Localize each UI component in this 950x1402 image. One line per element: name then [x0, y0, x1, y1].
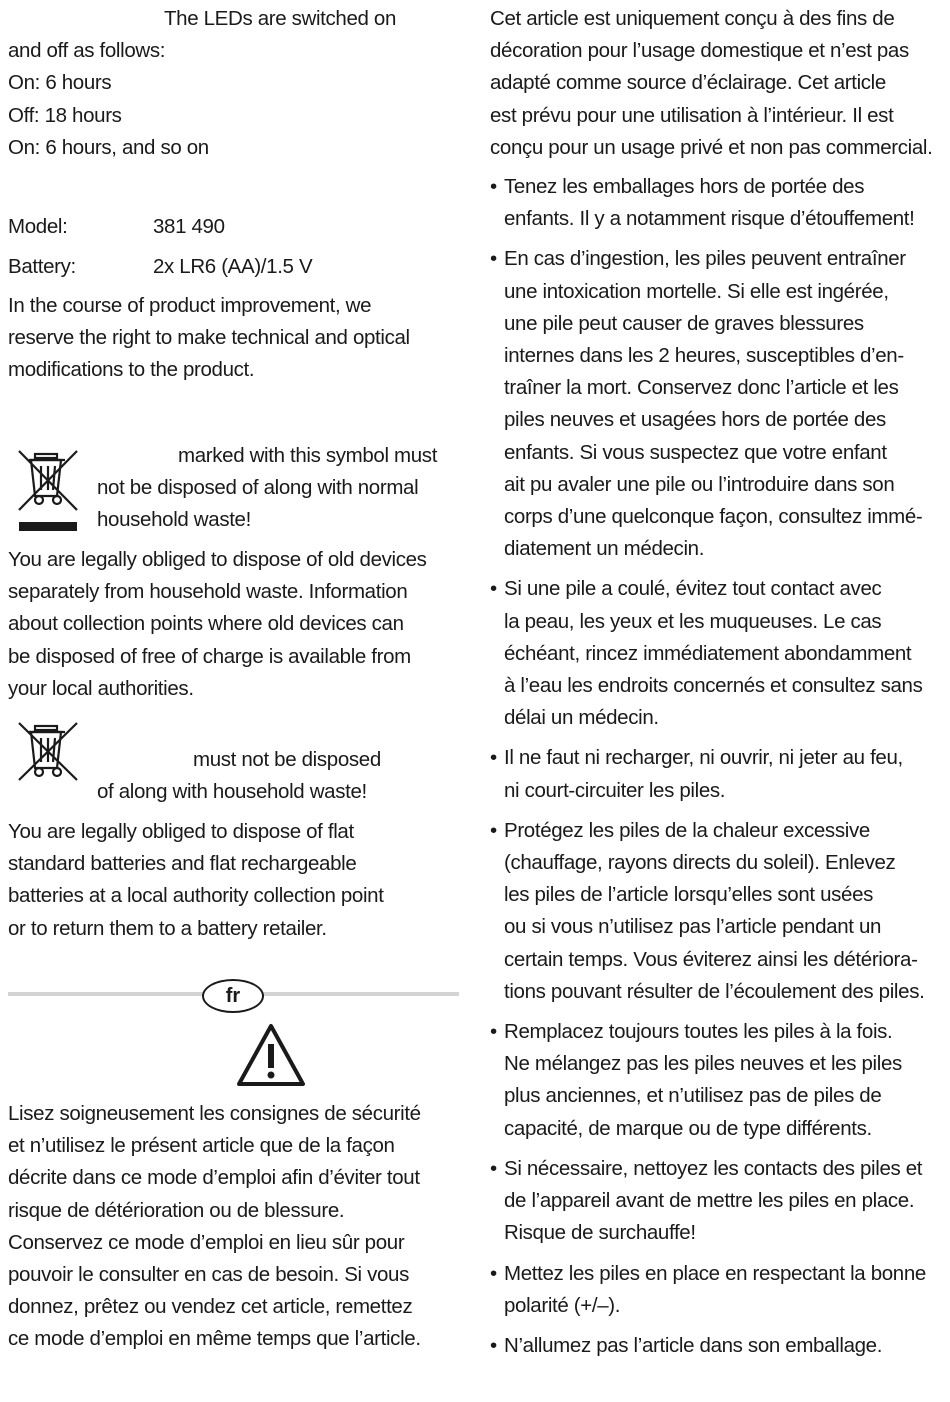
devices-line: your local authorities.	[8, 676, 194, 700]
fr-intro-line: donnez, prêtez ou vendez cet article, remettez	[8, 1295, 413, 1319]
fr-intro-line: risque de détérioration ou de blessure.	[8, 1198, 345, 1222]
bullet-line: une pile peut causer de graves blessures	[504, 311, 864, 335]
led-line: On: 6 hours, and so on	[8, 135, 209, 159]
bullet-line: Tenez les emballages hors de portée des	[504, 175, 865, 198]
bullet-line: Il ne faut ni recharger, ni ouvrir, ni jeter au feu,	[504, 746, 903, 770]
bullet-marker: •	[490, 175, 497, 198]
bullet-line: plus anciennes, et n’utilisez pas de piles de	[504, 1084, 882, 1108]
fr-intro-line: et n’utilisez le présent article que de la façon	[8, 1134, 395, 1158]
spec-value: 381 490	[153, 215, 225, 238]
bullet-marker: •	[490, 577, 497, 601]
bullet-line: enfants. Si vous suspectez que votre enfant	[504, 440, 887, 464]
usage-line: est prévu pour une utilisation à l’intérieur. Il est	[490, 103, 894, 127]
bullet-marker: •	[490, 1156, 497, 1180]
fr-intro-line: décrite dans ce mode d’emploi afin d’éviter tout	[8, 1166, 420, 1190]
fr-intro-line: ce mode d’emploi en même temps que l’article.	[8, 1327, 421, 1351]
safety-bullet	[490, 1016, 948, 1145]
bullet-line: Si nécessaire, nettoyez les contacts des piles et	[504, 1156, 923, 1180]
bullet-line: capacité, de marque ou de type différents.	[504, 1116, 872, 1140]
safety-bullet	[490, 1153, 948, 1250]
bullet-line: de l’appareil avant de mettre les piles en place.	[504, 1189, 915, 1213]
bullet-line: (chauffage, rayons directs du soleil). Enlevez	[504, 851, 896, 875]
weee-line: not be disposed of along with normal	[97, 476, 419, 500]
bullet-line: Risque de surchauffe!	[504, 1221, 696, 1245]
fr-intro-line: Conservez ce mode d’emploi en lieu sûr pour	[8, 1230, 405, 1254]
bullet-marker: •	[490, 818, 497, 842]
battery-line: batteries at a local authority collection point	[8, 884, 384, 908]
safety-bullet	[490, 1330, 948, 1362]
fr-intro-line: pouvoir le consulter en cas de besoin. Si vous	[8, 1263, 409, 1287]
spec-row-battery	[8, 251, 460, 283]
specs-section	[8, 211, 460, 283]
bullet-line: ait pu avaler une pile ou l’introduire dans son	[504, 472, 895, 496]
weee-line: household waste!	[97, 508, 251, 532]
bullet-line: polarité (+/–).	[504, 1293, 621, 1317]
led-line: On: 6 hours	[8, 71, 112, 95]
usage-line: Cet article est uniquement conçu à des fins de	[490, 7, 895, 30]
led-section	[8, 3, 460, 164]
safety-bullet-list	[490, 171, 948, 1370]
bullet-line: corps d’une quelconque façon, consultez immé-	[504, 505, 923, 529]
bullet-marker: •	[490, 1020, 497, 1044]
safety-bullet	[490, 1258, 948, 1322]
bullet-line: Si une pile a coulé, évitez tout contact avec	[504, 577, 882, 601]
bullet-line: à l’eau les endroits concernés et consultez sans	[504, 674, 923, 698]
bullet-marker: •	[490, 746, 497, 770]
bullet-line: ou si vous n’utilisez pas l’article pendant un	[504, 915, 882, 939]
devices-line: separately from household waste. Information	[8, 580, 408, 604]
bullet-line: En cas d’ingestion, les piles peuvent entraîner	[504, 247, 906, 271]
bullet-line: Remplacez toujours toutes les piles à la fois.	[504, 1020, 893, 1044]
fr-intro-line: Lisez soigneusement les consignes de sécurité	[8, 1102, 421, 1125]
bullet-line: traîner la mort. Conservez donc l’article et les	[504, 376, 899, 400]
safety-bullet	[490, 742, 948, 806]
safety-bullet	[490, 171, 948, 235]
safety-bullet	[490, 243, 948, 565]
improvement-line: In the course of product improvement, we	[8, 294, 372, 317]
bullet-line: enfants. Il y a notamment risque d’étouffement!	[504, 207, 915, 231]
spec-row-model	[8, 211, 460, 251]
devices-section	[8, 544, 460, 705]
led-intro: The LEDs are switched on	[164, 7, 397, 30]
weee-line: marked with this symbol must	[178, 444, 438, 467]
fr-intro-section	[8, 1098, 460, 1356]
bullet-line: la peau, les yeux et les muqueuses. Le cas	[504, 609, 882, 633]
devices-line: be disposed of free of charge is available from	[8, 644, 411, 668]
language-badge: fr	[202, 979, 264, 1013]
bullet-line: N’allumez pas l’article dans son emballage.	[504, 1333, 883, 1357]
battery-line: or to return them to a battery retailer.	[8, 916, 327, 940]
spec-label: Battery:	[8, 255, 76, 278]
bullet-line: délai un médecin.	[504, 706, 659, 730]
bullet-line: diatement un médecin.	[504, 537, 705, 561]
bullet-marker: •	[490, 1261, 497, 1285]
battery-line: standard batteries and flat rechargeable	[8, 852, 357, 876]
weee-bin-with-bar-icon	[17, 448, 79, 534]
bullet-marker: •	[490, 1333, 497, 1357]
warning-triangle-icon	[235, 1022, 307, 1088]
battery-symbol-block	[8, 744, 460, 808]
battery-symbol-line: must not be disposed	[193, 748, 381, 771]
spec-label: Model:	[8, 215, 68, 238]
battery-disposal-section	[8, 816, 460, 945]
weee-symbol-block	[8, 440, 460, 537]
bullet-line: Mettez les piles en place en respectant la bonne	[504, 1261, 926, 1285]
improvement-line: modifications to the product.	[8, 358, 255, 382]
led-line: and off as follows:	[8, 39, 166, 63]
devices-line: You are legally obliged to dispose of old devices	[8, 548, 427, 571]
bullet-line: Ne mélangez pas les piles neuves et les piles	[504, 1052, 902, 1076]
usage-line: conçu pour un usage privé et non pas commercial.	[490, 135, 933, 159]
bullet-line: tions pouvant résulter de l’écoulement des piles.	[504, 979, 925, 1003]
led-line: Off: 18 hours	[8, 103, 122, 127]
usage-line: décoration pour l’usage domestique et n’est pas	[490, 39, 909, 63]
spec-value: 2x LR6 (AA)/1.5 V	[153, 255, 313, 278]
bullet-line: ni court-circuiter les piles.	[504, 778, 726, 802]
bullet-line: internes dans les 2 heures, susceptibles d’en-	[504, 344, 904, 368]
safety-bullet	[490, 573, 948, 734]
battery-symbol-line: of along with household waste!	[97, 780, 367, 804]
bullet-line: Protégez les piles de la chaleur excessive	[504, 818, 870, 842]
bullet-line: certain temps. Vous éviterez ainsi les détériora-	[504, 947, 918, 971]
fr-usage-intro	[490, 3, 948, 164]
bullet-line: piles neuves et usagées hors de portée des	[504, 408, 886, 432]
bullet-line: une intoxication mortelle. Si elle est ingérée,	[504, 279, 889, 303]
improvement-section	[8, 290, 460, 387]
improvement-line: reserve the right to make technical and optical	[8, 326, 410, 350]
crossed-bin-icon	[17, 720, 79, 784]
safety-bullet	[490, 815, 948, 1008]
usage-line: adapté comme source d’éclairage. Cet article	[490, 71, 886, 95]
battery-line: You are legally obliged to dispose of flat	[8, 820, 354, 843]
bullet-marker: •	[490, 247, 497, 271]
bullet-line: échéant, rincez immédiatement abondamment	[504, 641, 912, 665]
bullet-line: les piles de l’article lorsqu’elles sont usées	[504, 883, 874, 907]
devices-line: about collection points where old devices can	[8, 612, 404, 636]
